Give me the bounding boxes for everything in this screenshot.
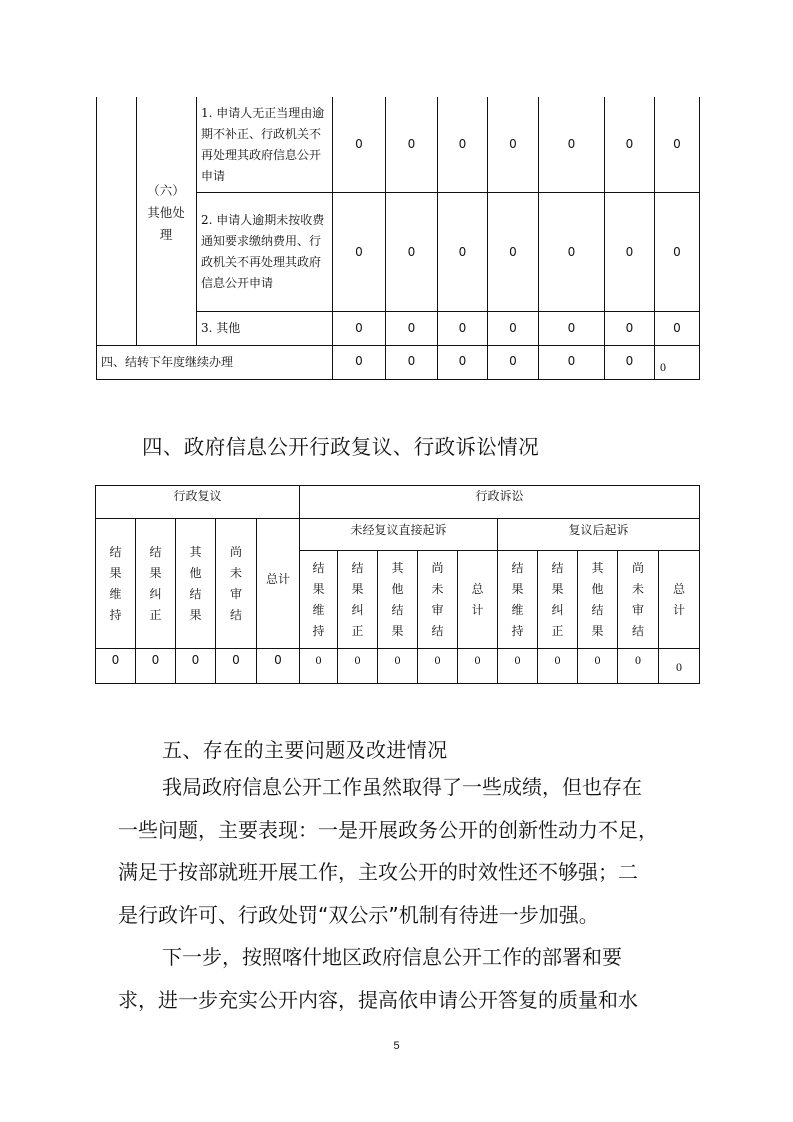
review-col-pending: 尚未审结 <box>229 544 242 622</box>
value-cell: 0 <box>509 244 517 259</box>
value-cell: 0 <box>355 321 363 335</box>
row-label-carryover: 四、结转下年度继续办理 <box>101 355 234 369</box>
direct-col-pending: 尚未审结 <box>431 560 444 638</box>
after-col-pending: 尚未审结 <box>631 560 644 638</box>
direct-value: 0 <box>434 652 441 667</box>
review-value: 0 <box>191 652 200 667</box>
value-cell: 0 <box>458 137 467 151</box>
review-header: 行政复议 <box>173 488 222 503</box>
after-col-upheld: 结果维持 <box>511 560 524 638</box>
row-label-overdue-fee: 2. 申请人逾期未按收费通知要求缴纳费用、行政机关不再处理其政府信息公开申请 <box>201 213 325 290</box>
review-col-corrected: 结果纠正 <box>149 544 162 622</box>
direct-value: 0 <box>315 652 322 667</box>
value-cell: 0 <box>567 244 576 259</box>
paragraph-line: 求，进一步充实公开内容，提高依申请公开答复的质量和水 <box>118 987 638 1012</box>
value-cell: 0 <box>673 244 681 259</box>
section-5-title: 五、存在的主要问题及改进情况 <box>162 738 448 762</box>
paragraph-line: 我局政府信息公开工作虽然取得了一些成绩，但也存在 <box>162 775 642 799</box>
after-value: 0 <box>554 652 561 667</box>
value-cell: 0 <box>625 137 634 151</box>
review-value: 0 <box>232 652 240 667</box>
paragraph-line: 是行政许可、行政处罚“双公示”机制有待进一步加强。 <box>118 902 599 927</box>
value-cell: 0 <box>355 353 363 368</box>
value-cell: 0 <box>407 321 416 335</box>
after-col-corrected: 结果纠正 <box>551 560 564 638</box>
direct-col-other: 其他结果 <box>391 560 404 638</box>
direct-value: 0 <box>354 652 361 667</box>
value-cell: 0 <box>625 244 634 259</box>
row-label-other: 3. 其他 <box>201 321 241 335</box>
direct-value: 0 <box>394 652 401 667</box>
after-value: 0 <box>676 659 682 674</box>
value-cell: 0 <box>567 321 576 335</box>
review-col-upheld: 结果维持 <box>109 544 122 622</box>
review-value: 0 <box>111 652 120 667</box>
value-cell: 0 <box>407 137 416 151</box>
lawsuit-header: 行政诉讼 <box>475 488 524 503</box>
review-value: 0 <box>274 652 282 667</box>
value-cell: 0 <box>673 321 681 335</box>
value-cell: 0 <box>673 137 681 151</box>
value-cell: 0 <box>567 137 576 151</box>
value-cell: 0 <box>509 321 517 335</box>
section-4-title: 四、政府信息公开行政复议、行政诉讼情况 <box>142 435 540 459</box>
after-value: 0 <box>635 652 641 667</box>
other-disposal-label: （六）其他处理 <box>147 183 185 242</box>
review-col-total: 总计 <box>265 572 290 586</box>
after-value: 0 <box>514 652 521 667</box>
direct-lawsuit-header: 未经复议直接起诉 <box>350 522 447 537</box>
direct-col-total: 总计 <box>471 581 484 617</box>
direct-col-upheld: 结果维持 <box>312 560 325 638</box>
after-col-other: 其他结果 <box>591 560 604 638</box>
page-number: 5 <box>393 1040 400 1052</box>
review-value: 0 <box>151 652 160 667</box>
direct-col-corrected: 结果纠正 <box>351 560 364 638</box>
value-cell: 0 <box>355 137 363 151</box>
direct-value: 0 <box>474 652 481 667</box>
value-cell: 0 <box>355 244 363 259</box>
value-cell: 0 <box>625 353 634 368</box>
value-cell: 0 <box>660 359 666 374</box>
row-label-overdue-correction: 1. 申请人无正当理由逾期不补正、行政机关不再处理其政府信息公开申请 <box>201 105 325 183</box>
paragraph-line: 下一步，按照喀什地区政府信息公开工作的部署和要 <box>162 945 622 969</box>
after-review-lawsuit-header: 复议后起诉 <box>568 522 629 537</box>
value-cell: 0 <box>458 353 467 368</box>
value-cell: 0 <box>458 321 467 335</box>
value-cell: 0 <box>407 353 416 368</box>
after-value: 0 <box>594 652 601 667</box>
after-col-total: 总计 <box>672 581 685 617</box>
review-col-other: 其他结果 <box>189 544 202 622</box>
value-cell: 0 <box>625 321 634 335</box>
paragraph-line: 满足于按部就班开展工作，主攻公开的时效性还不够强；二 <box>118 860 638 884</box>
problems-paragraph <box>118 766 680 936</box>
paragraph-line: 一些问题，主要表现：一是开展政务公开的创新性动力不足， <box>118 817 658 842</box>
next-steps-paragraph <box>118 936 680 1021</box>
value-cell: 0 <box>458 244 467 259</box>
value-cell: 0 <box>567 353 576 368</box>
value-cell: 0 <box>509 137 517 151</box>
value-cell: 0 <box>407 244 416 259</box>
value-cell: 0 <box>509 353 517 368</box>
